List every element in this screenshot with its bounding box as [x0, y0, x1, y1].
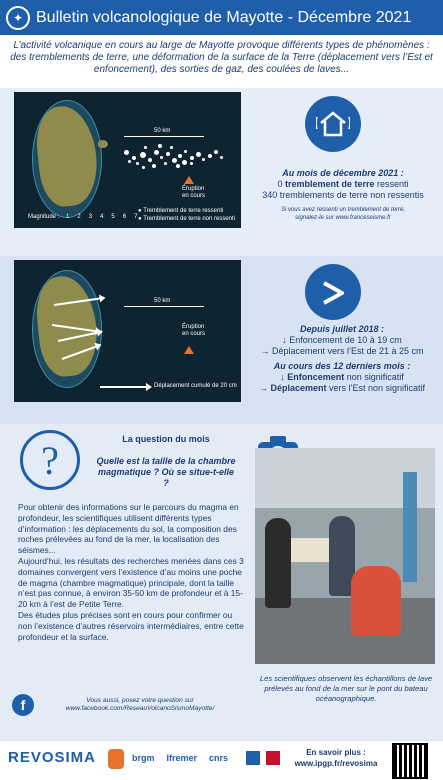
earthquake-dot — [214, 150, 218, 154]
deformation-heading-1: Depuis juillet 2018 : — [299, 324, 385, 334]
facebook-invite — [40, 697, 240, 713]
partner-logo-ird — [246, 751, 260, 765]
qr-code[interactable] — [392, 743, 428, 779]
deformation-heading-2: Au cours des 12 derniers mois : — [273, 361, 411, 371]
seismic-felt — [248, 179, 438, 190]
page-title: Bulletin volcanologique de Mayotte - Décembre 2021 — [36, 8, 412, 26]
magnitude-value: 5 — [111, 214, 115, 220]
more-info-url[interactable]: www.ipgp.fr/revosima — [294, 759, 378, 768]
eruption-label: Éruption en cours — [182, 324, 206, 337]
scientist-1 — [265, 518, 291, 608]
magnitude-value: 1 — [66, 214, 70, 220]
felt-suffix: ressenti — [374, 179, 409, 189]
partner-logo-ifremer: Ifremer — [166, 753, 198, 763]
earthquake-dot — [166, 152, 170, 156]
answer-paragraph-1: Pour obtenir des informations sur le parcours du magma en profondeur, les scientifiques utilisent différents types d’information : les déplacements du sol, la composition des roches prélevées au fond de la mer, la localisation des séismes... — [18, 502, 239, 556]
displacement-rest: vers l’Est non significatif — [326, 383, 426, 393]
eruption-marker-icon — [184, 346, 194, 354]
earthquake-dot — [160, 156, 163, 159]
magnitude-label: Magnitude : — [28, 214, 60, 220]
legend-not-felt-label: Tremblement de terre non ressenti — [143, 216, 236, 222]
seismic-stats — [248, 168, 438, 222]
magnitude-value: 6 — [122, 214, 127, 220]
seismic-not-felt: 340 tremblements de terre non ressentis — [262, 190, 424, 200]
facebook-link[interactable]: www.facebook.com/ReseauVolcanoSismoMayotte/ — [65, 705, 215, 712]
earthquake-dot — [144, 146, 147, 149]
earthquake-dot — [128, 160, 131, 163]
deformation-line-4 — [244, 383, 440, 394]
answer-paragraph-3: Des études plus précises sont en cours pour confirmer ou non l’existence d’autres réservoirs intermédiaires, entre cette profondeur et la surface. — [18, 609, 244, 642]
felt-bold: tremblement de terre — [284, 179, 375, 189]
eruption-marker-icon — [184, 176, 194, 184]
deformation-map — [14, 260, 241, 402]
earthquake-dot — [196, 152, 201, 157]
answer-body — [18, 502, 246, 642]
earthquake-dot — [170, 146, 173, 149]
facebook-line-1: Vous aussi, posez votre question sur — [86, 697, 194, 704]
magnitude-value: 2 — [77, 214, 81, 220]
scale-line — [124, 306, 204, 307]
more-info — [288, 747, 384, 769]
magnitude-scale — [66, 214, 137, 220]
seismic-note-2[interactable]: signalez-le sur www.franceseisme.fr — [295, 215, 391, 221]
displacement-legend: Déplacement cumulé de 20 cm — [154, 383, 237, 389]
eruption-label: Éruption en cours — [182, 186, 206, 199]
legend-felt-label: Tremblement de terre ressenti — [143, 208, 224, 214]
arrow-circle-icon — [305, 264, 361, 320]
magnitude-value: 7 — [134, 214, 138, 220]
answer-paragraph-2: Aujourd’hui, les résultats des recherches menées dans ces 3 domaines convergent vers l’existence d’au moins une poche de magma (chambre magmatique) principale, dont la taille n’est pas connue, à environ 35-50 km de profondeur et à 15-20 km à l’est de Petite Terre. — [18, 555, 244, 610]
footer — [0, 740, 443, 780]
seismic-note-1: Si vous avez ressenti un tremblement de terre, — [280, 207, 406, 213]
legend-arrow — [100, 386, 150, 388]
facebook-icon[interactable]: f — [12, 694, 34, 716]
volcano-logo-icon: ✦ — [6, 6, 30, 30]
scale-label: 50 km — [154, 298, 171, 304]
partner-logo-brgm: brgm — [132, 753, 155, 763]
legend-not-felt: ● Tremblement de terre non ressenti — [138, 216, 236, 222]
earthquake-dot — [208, 154, 212, 158]
subsidence-rest: non significatif — [344, 372, 404, 382]
displacement-bold: → Déplacement — [258, 383, 327, 393]
hydraulic-lift — [403, 472, 417, 582]
earthquake-dot — [190, 156, 194, 160]
earthquake-dot — [140, 152, 146, 158]
question-mark-icon: ? — [20, 430, 80, 490]
earthquake-dot — [202, 158, 205, 161]
earthquake-dot — [136, 162, 139, 165]
partner-logos — [132, 753, 228, 763]
subsidence-bold: ↓ Enfoncement — [280, 372, 345, 382]
earthquake-dot — [124, 150, 129, 155]
question-title: La question du mois — [122, 434, 210, 444]
earthquake-dot — [220, 156, 223, 159]
earthquake-dot — [182, 160, 187, 165]
earthquake-dot — [178, 154, 182, 158]
photo-caption: Les scientifiques observent les échantillons de lave prélevés au fond de la mer sur le pont du bateau océanographique. — [259, 674, 433, 703]
earthquake-dot — [132, 156, 136, 160]
deformation-line-2: → Déplacement vers l’Est de 21 à 25 cm — [260, 346, 424, 356]
earthquake-dot — [152, 164, 156, 168]
magnitude-value: 3 — [88, 214, 93, 220]
question-text: Quelle est la taille de la chambre magmatique ? Où se situe-t-elle ? — [96, 456, 236, 488]
earthquake-dot — [148, 158, 152, 162]
petite-terre — [98, 140, 108, 148]
earthquake-dot — [176, 164, 180, 168]
more-info-label: En savoir plus : — [306, 748, 366, 757]
intro-text: L’activité volcanique en cours au large de Mayotte provoque différents types de phénomènes : des tremblements de terre, une déformation de la surface de la Terre (déplacement vers l’Est et enfoncement), des sorties de gaz, des coulées de laves... — [10, 40, 433, 75]
earthquake-dot — [172, 158, 177, 163]
earthquake-dot — [184, 150, 187, 153]
revosima-brand: REVOSIMA — [8, 749, 97, 766]
scale-label: 50 km — [154, 128, 171, 134]
scale-line — [124, 136, 204, 137]
deformation-line-3 — [244, 372, 440, 383]
seismicity-map — [14, 92, 241, 228]
earthquake-dot — [158, 144, 162, 148]
partner-logo-ipgp — [108, 749, 124, 769]
deformation-stats — [244, 324, 440, 394]
scientists-photo — [255, 448, 435, 664]
earthquake-dot — [154, 150, 159, 155]
table — [291, 538, 331, 562]
partner-logo-republique — [266, 751, 280, 765]
deformation-line-1: ↓ Enfoncement de 10 à 19 cm — [282, 335, 402, 345]
earthquake-dot — [190, 162, 193, 165]
earthquake-dot — [142, 166, 145, 169]
legend-felt: ● Tremblement de terre ressenti — [138, 208, 224, 214]
seismic-heading: Au mois de décembre 2021 : — [282, 168, 404, 178]
header-bar — [0, 0, 443, 35]
felt-count: 0 — [277, 179, 285, 189]
house-shaking-icon — [305, 96, 361, 152]
partner-logo-cnrs: cnrs — [209, 753, 229, 763]
earthquake-dot — [164, 162, 167, 165]
magnitude-value: 4 — [100, 214, 104, 220]
scientist-3 — [351, 566, 401, 636]
